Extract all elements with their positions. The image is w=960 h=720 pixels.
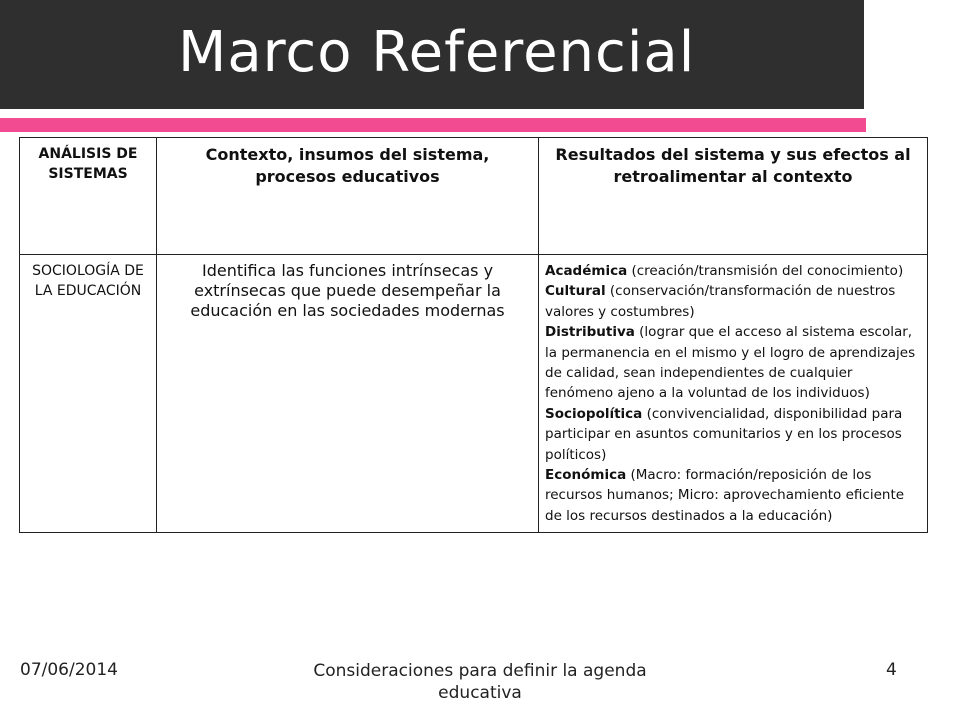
function-entry bbox=[545, 261, 921, 281]
function-text: (lograr que el acceso al sistema escolar, la permanencia en el mismo y el logro de aprendizajes de calidad, sean independientes de cualquier fenómeno ajeno a la voluntad de los individuos) bbox=[545, 324, 916, 402]
footer-title: Consideraciones para definir la agenda educativa bbox=[313, 661, 647, 703]
function-entry bbox=[545, 465, 921, 526]
header-cell-results: Resultados del sistema y sus efectos al retroalimentar al contexto bbox=[539, 138, 928, 255]
header-cell-analysis: ANÁLISIS DE SISTEMAS bbox=[20, 138, 157, 255]
function-term: Académica bbox=[545, 263, 628, 279]
slide-title: Marco Referencial bbox=[178, 20, 696, 85]
accent-bar bbox=[0, 118, 866, 132]
cell-discipline: SOCIOLOGÍA DE LA EDUCACIÓN bbox=[20, 255, 157, 533]
cell-description: Identifica las funciones intrínsecas y extrínsecas que puede desempeñar la educación en las sociedades modernas bbox=[157, 255, 539, 533]
page-number: 4 bbox=[886, 660, 897, 680]
cell-functions bbox=[539, 255, 928, 533]
function-entry bbox=[545, 281, 921, 322]
function-entry bbox=[545, 322, 921, 404]
header-cell-context: Contexto, insumos del sistema, procesos educativos bbox=[157, 138, 539, 255]
table-row bbox=[20, 255, 928, 533]
function-term: Distributiva bbox=[545, 324, 635, 341]
function-text: (creación/transmisión del conocimiento) bbox=[627, 263, 904, 279]
function-text: (convivencialidad, disponibilidad para participar en asuntos comunitarios y en los procesos políticos) bbox=[545, 405, 903, 463]
analysis-table bbox=[19, 137, 928, 533]
function-term: Económica bbox=[545, 467, 627, 484]
function-term: Cultural bbox=[545, 283, 606, 300]
function-term: Sociopolítica bbox=[545, 405, 643, 422]
function-entry bbox=[545, 404, 921, 465]
footer-date: 07/06/2014 bbox=[20, 660, 118, 680]
function-text: (conservación/transformación de nuestros valores y costumbres) bbox=[545, 283, 896, 320]
function-text: (Macro: formación/reposición de los recursos humanos; Micro: aprovechamiento eficiente de los recursos destinados a la educación) bbox=[545, 467, 905, 524]
table-header-row bbox=[20, 138, 928, 255]
